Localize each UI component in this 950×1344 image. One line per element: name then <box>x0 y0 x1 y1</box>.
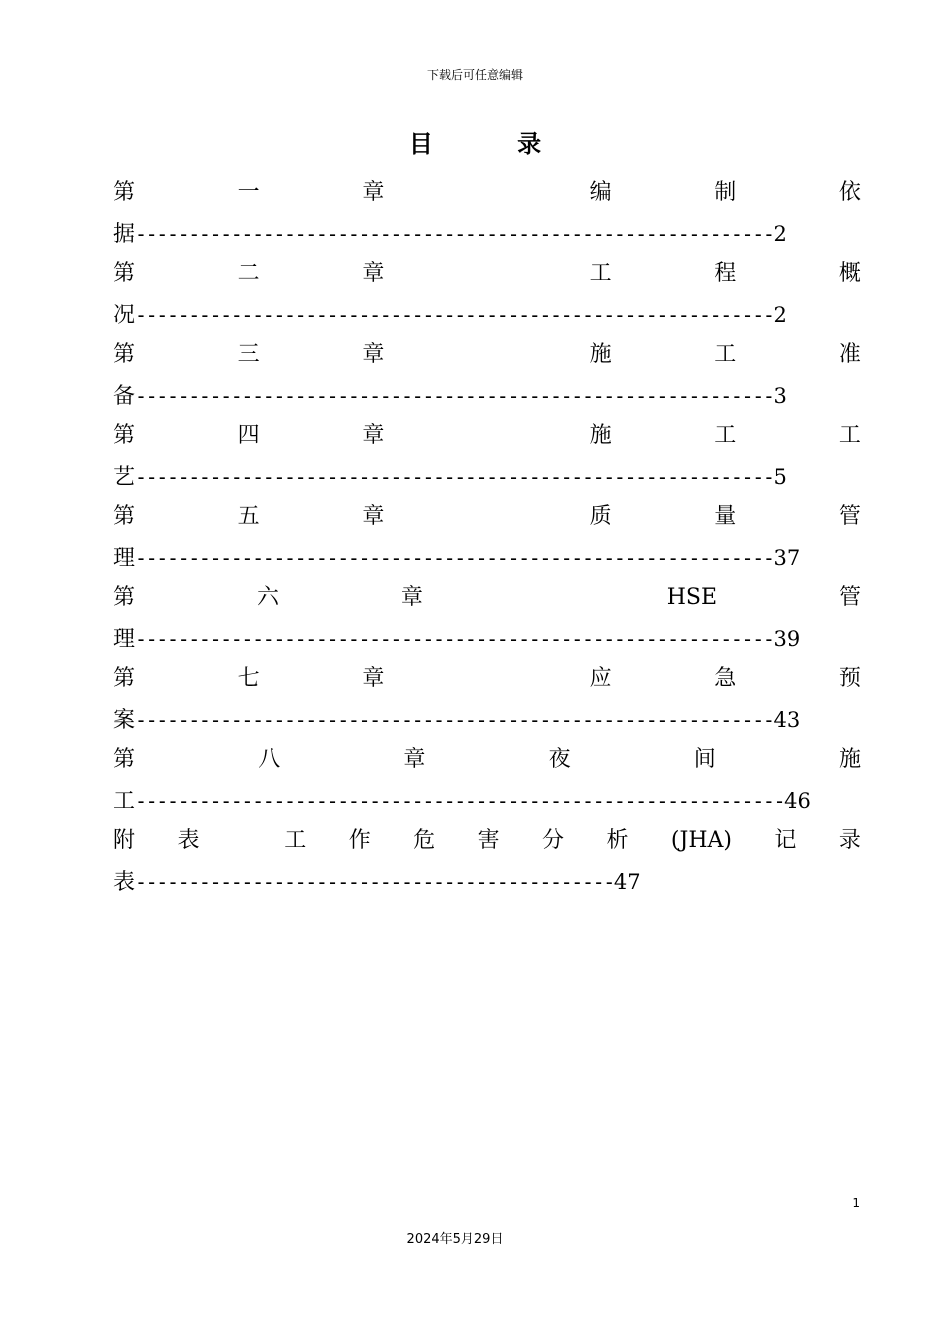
toc-title-char: 第 <box>113 342 136 367</box>
toc-title-tail: 况 <box>113 303 136 328</box>
toc-title-char: 分 <box>542 828 565 853</box>
toc-title-char: 管 <box>838 585 861 610</box>
footer-date: 2024年5月29日 <box>406 1232 504 1247</box>
toc-title-char: 管 <box>838 504 861 529</box>
toc-entry-leader-line <box>113 782 861 822</box>
toc-title-char: 工 <box>838 423 861 448</box>
toc-title-char: 施 <box>589 342 612 367</box>
toc-entry-title-line <box>113 579 861 620</box>
toc-entry-title-line <box>113 741 861 782</box>
toc-page-number: 47 <box>613 870 641 894</box>
toc-title-char: 工 <box>714 342 737 367</box>
toc-dot-leader: ------------------------------------------------------------ <box>135 465 774 489</box>
toc-entry-title-line <box>113 660 861 701</box>
toc-title-char: 五 <box>237 504 260 529</box>
toc-title-char: 六 <box>256 585 279 610</box>
toc-title-char: 施 <box>589 423 612 448</box>
toc-page-number: 39 <box>773 627 801 651</box>
toc-entry[interactable] <box>113 417 861 498</box>
toc-title-tail: 理 <box>113 546 136 571</box>
toc-title-char: 第 <box>113 747 136 772</box>
toc-title-char: 章 <box>362 504 385 529</box>
toc-title-char: 工 <box>284 828 307 853</box>
toc-title-tail: 工 <box>113 789 136 814</box>
toc-title-char: 章 <box>362 423 385 448</box>
toc-title-char: 析 <box>606 828 629 853</box>
toc-title-char: 夜 <box>548 747 571 772</box>
toc-title-char: 八 <box>258 747 281 772</box>
toc-entry[interactable] <box>113 498 861 579</box>
toc-entry[interactable] <box>113 336 861 417</box>
toc-title-char: 章 <box>400 585 423 610</box>
toc-entry[interactable] <box>113 579 861 660</box>
toc-title-char: 工 <box>589 261 612 286</box>
toc-entry-title-line <box>113 417 861 458</box>
toc-entry-title-line <box>113 498 861 539</box>
toc-entry-leader-line <box>113 377 861 417</box>
toc-title-char: 第 <box>113 585 136 610</box>
toc-title-char: 四 <box>237 423 260 448</box>
toc-title-char: 施 <box>838 747 861 772</box>
toc-entry-leader-line <box>113 620 861 660</box>
toc-title-char: 一 <box>237 180 260 205</box>
toc-page-number: 5 <box>773 465 787 489</box>
toc-entry-leader-line <box>113 215 861 255</box>
toc-page-number: 43 <box>773 708 801 732</box>
toc-entry[interactable] <box>113 174 861 255</box>
toc-title-char: 第 <box>113 666 136 691</box>
toc-title-char: 作 <box>348 828 371 853</box>
toc-title-char: 危 <box>413 828 436 853</box>
toc-title-tail: 表 <box>113 870 136 895</box>
toc-title-char: 二 <box>237 261 260 286</box>
toc-title-char: 制 <box>714 180 737 205</box>
toc-entry-leader-line <box>113 296 861 336</box>
toc-title-char: 编 <box>589 180 612 205</box>
toc-dot-leader: ------------------------------------------------------------ <box>135 222 774 246</box>
toc-entry-title-line <box>113 822 861 863</box>
toc-page-number: 2 <box>773 222 787 246</box>
toc-entry-title-line <box>113 255 861 296</box>
toc-entry[interactable] <box>113 660 861 741</box>
toc-title-char: 工 <box>714 423 737 448</box>
toc-title-tail: 案 <box>113 708 136 733</box>
toc-title-char: 录 <box>838 828 861 853</box>
toc-title-char: 章 <box>362 261 385 286</box>
toc-title-char: 质 <box>589 504 612 529</box>
toc-title-char: 量 <box>714 504 737 529</box>
toc-title-tail: 艺 <box>113 465 136 490</box>
toc-title-char: 记 <box>774 828 797 853</box>
toc-page-number: 3 <box>773 384 787 408</box>
toc-title-char: 章 <box>403 747 426 772</box>
toc-title-char: 急 <box>714 666 737 691</box>
toc-title-char: 预 <box>838 666 861 691</box>
page-title: 目 录 <box>408 130 580 158</box>
toc-entry[interactable] <box>113 255 861 336</box>
toc-dot-leader: ------------------------------------------------------------- <box>135 789 785 813</box>
table-of-contents <box>113 174 861 903</box>
toc-title-tail: 理 <box>113 627 136 652</box>
toc-title-tail: 备 <box>113 384 136 409</box>
toc-title-char: 准 <box>838 342 861 367</box>
toc-entry-title-line <box>113 174 861 215</box>
toc-entry-title-line <box>113 336 861 377</box>
toc-entry[interactable] <box>113 822 861 903</box>
toc-page-number: 2 <box>773 303 787 327</box>
toc-title-char: 应 <box>589 666 612 691</box>
toc-title-char: 三 <box>237 342 260 367</box>
toc-title-char: 表 <box>177 828 200 853</box>
toc-title-char: 七 <box>237 666 260 691</box>
toc-title-char: 第 <box>113 261 136 286</box>
toc-dot-leader: ------------------------------------------------------------ <box>135 384 774 408</box>
toc-title-char: (JHA) <box>670 828 732 853</box>
toc-title-char: 附 <box>113 828 136 853</box>
toc-dot-leader: ------------------------------------------------------------ <box>135 546 774 570</box>
toc-entry-leader-line <box>113 701 861 741</box>
toc-entry-leader-line <box>113 458 861 498</box>
toc-title-char: 第 <box>113 504 136 529</box>
toc-title-tail: 据 <box>113 222 136 247</box>
toc-dot-leader: ------------------------------------------------------------ <box>135 303 774 327</box>
toc-entry-leader-line <box>113 863 861 903</box>
toc-title-char: 章 <box>362 666 385 691</box>
toc-title-char: 害 <box>477 828 500 853</box>
toc-title-char: 章 <box>362 180 385 205</box>
toc-entry-leader-line <box>113 539 861 579</box>
toc-page-number: 46 <box>784 789 811 813</box>
toc-title-char: HSE <box>666 585 718 610</box>
toc-title-char: 依 <box>838 180 861 205</box>
page-header: 下载后可任意编辑 <box>426 68 523 82</box>
toc-title-char: 间 <box>693 747 716 772</box>
page-number: 1 <box>852 1196 860 1210</box>
toc-title-char: 章 <box>362 342 385 367</box>
toc-dot-leader: ------------------------------------------------------------ <box>135 627 774 651</box>
toc-title-char: 第 <box>113 423 136 448</box>
toc-dot-leader: --------------------------------------------- <box>135 870 614 894</box>
toc-title-char: 程 <box>714 261 737 286</box>
toc-entry[interactable] <box>113 741 861 822</box>
toc-page-number: 37 <box>773 546 801 570</box>
toc-title-char: 第 <box>113 180 136 205</box>
toc-dot-leader: ------------------------------------------------------------ <box>135 708 774 732</box>
toc-title-char: 概 <box>838 261 861 286</box>
